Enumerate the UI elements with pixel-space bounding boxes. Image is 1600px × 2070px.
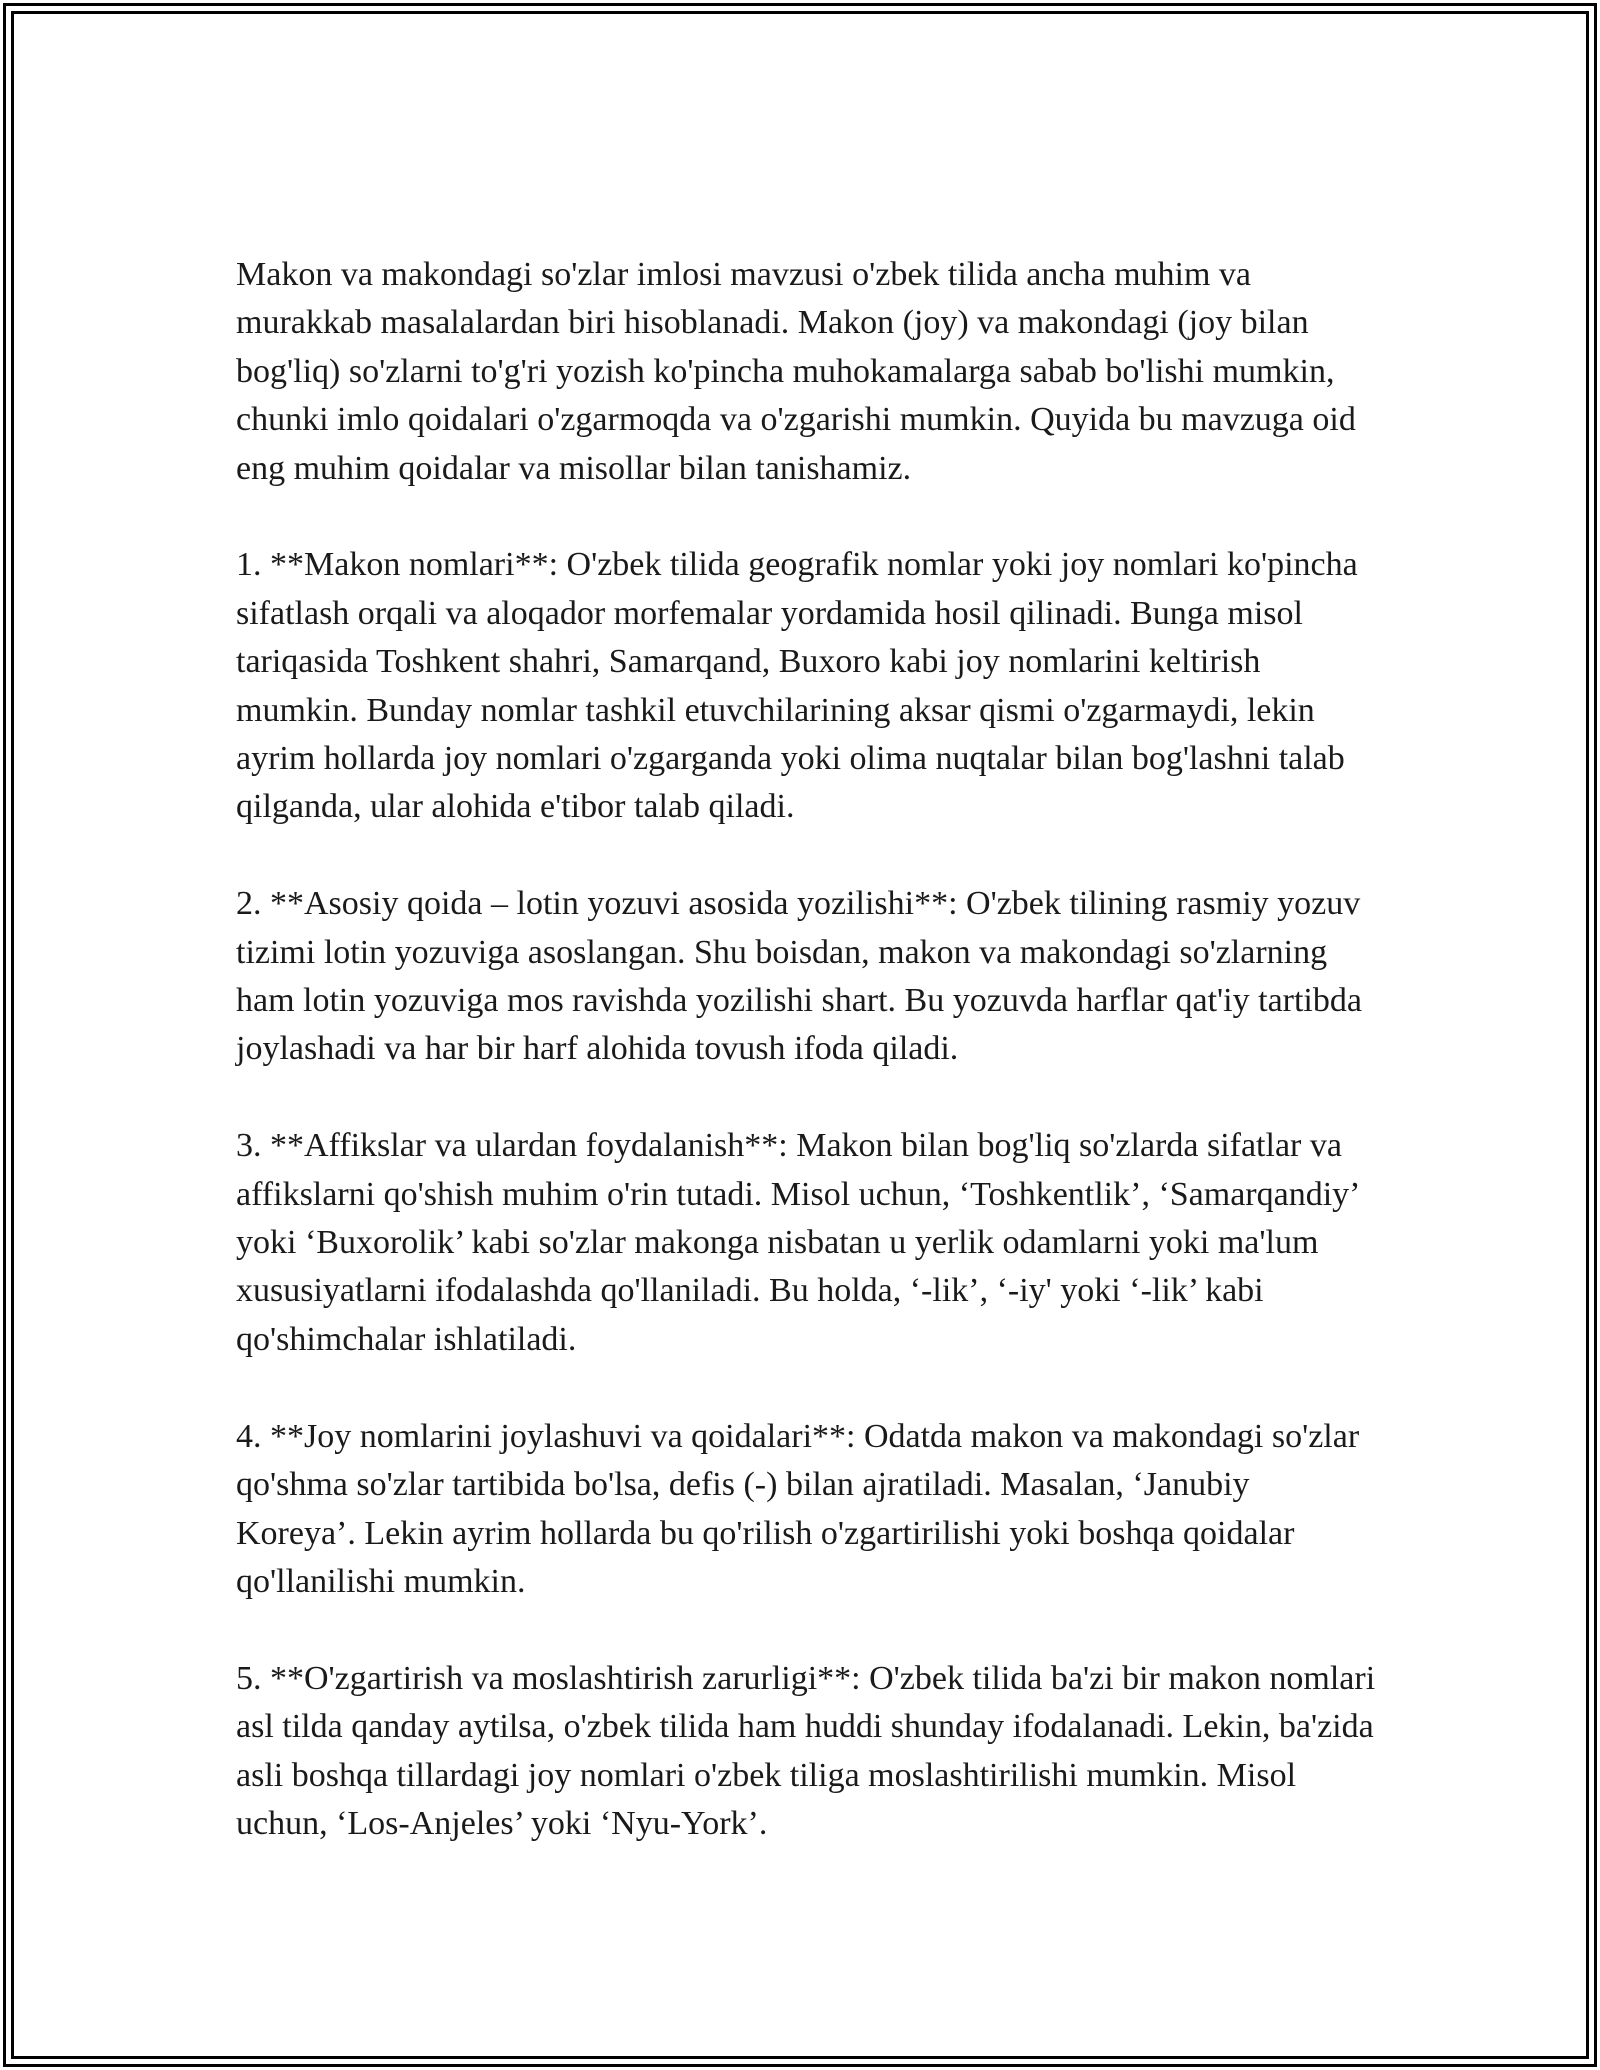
intro-paragraph: Makon va makondagi so'zlar imlosi mavzusi o'zbek tilida ancha muhim va murakkab masalalardan biri hisoblanadi. Makon (joy) va makondagi (joy bilan bog'liq) so'zlarni to'g'ri yozish ko'pincha muhokamalarga sabab bo'lishi mumkin, chunki imlo qoidalari o'zgarmoqda va o'zgarishi mumkin. Quyida bu mavzuga oid eng muhim qoidalar va misollar bilan tanishamiz. [236,256,1356,487]
paragraph-asosiy-qoida: 2. **Asosiy qoida – lotin yozuvi asosida yozilishi**: O'zbek tilining rasmiy yozuv tizimi lotin yozuviga asoslangan. Shu boisdan, makon va makondagi so'zlarning ham lotin yozuviga mos ravishda yozilishi shart. Bu yozuvda harflar qat'iy tartibda joylashadi va har bir harf alohida tovush ifoda qiladi. [236,885,1362,1068]
paragraph-joy-nomlari: 4. **Joy nomlarini joylashuvi va qoidalari**: Odatda makon va makondagi so'zlar qo'shma so'zlar tartibida bo'lsa, defis (-) bilan ajratiladi. Masalan, ‘Janubiy Koreya’. Lekin ayrim hollarda bu qo'rilish o'zgartirilishi yoki boshqa qoidalar qo'llanilishi mumkin. [236,1417,1360,1600]
paragraph-affikslar: 3. **Affikslar va ulardan foydalanish**: Makon bilan bog'liq so'zlarda sifatlar va affikslarni qo'shish muhim o'rin tutadi. Misol uchun, ‘Toshkentlik’, ‘Samarqandiy’ yoki ‘Buxorolik’ kabi so'zlar makonga nisbatan u yerlik odamlarni yoki ma'lum xususiyatlarni ifodalashda qo'llaniladi. Bu holda, ‘-lik’, ‘-iy' yoki ‘-lik’ kabi qo'shimchalar ishlatiladi. [236,1127,1358,1358]
document-body [236,251,1376,1848]
paragraph-makon-nomlari: 1. **Makon nomlari**: O'zbek tilida geografik nomlar yoki joy nomlari ko'pincha sifatlash orqali va aloqador morfemalar yordamida hosil qilinadi. Bunga misol tariqasida Toshkent shahri, Samarqand, Buxoro kabi joy nomlarini keltirish mumkin. Bunday nomlar tashkil etuvchilarining aksar qismi o'zgarmaydi, lekin ayrim hollarda joy nomlari o'zgarganda yoki olima nuqtalar bilan bog'lashni talab qilganda, ular alohida e'tibor talab qiladi. [236,546,1358,826]
paragraph-ozgartirish: 5. **O'zgartirish va moslashtirish zarurligi**: O'zbek tilida ba'zi bir makon nomlari asl tilda qanday aytilsa, o'zbek tilida ham huddi shunday ifodalanadi. Lekin, ba'zida asli boshqa tillardagi joy nomlari o'zbek tiliga moslashtirilishi mumkin. Misol uchun, ‘Los-Anjeles’ yoki ‘Nyu-York’. [236,1659,1376,1842]
